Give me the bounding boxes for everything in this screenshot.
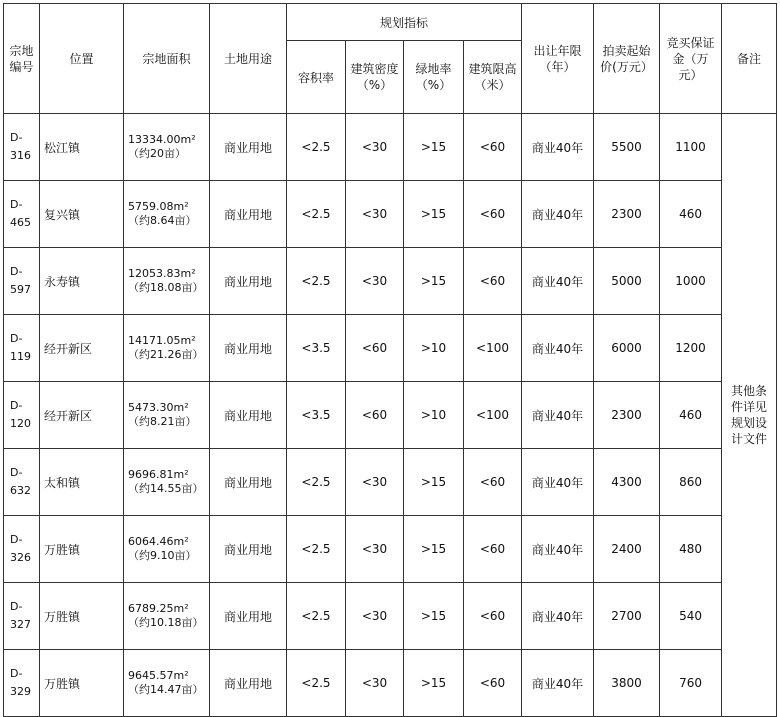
cell-height-limit: <100 <box>464 315 522 382</box>
header-parcel-id: 宗地编号 <box>4 4 40 114</box>
cell-green-ratio: >10 <box>404 315 464 382</box>
cell-location: 复兴镇 <box>40 181 124 248</box>
table-row <box>4 516 777 583</box>
cell-land-use: 商业用地 <box>210 181 287 248</box>
cell-height-limit: <60 <box>464 114 522 181</box>
cell-land-use: 商业用地 <box>210 583 287 650</box>
cell-density: <30 <box>346 650 404 717</box>
cell-land-use: 商业用地 <box>210 516 287 583</box>
cell-density: <60 <box>346 315 404 382</box>
cell-term: 商业40年 <box>522 449 594 516</box>
cell-parcel-id: D-316 <box>4 114 40 181</box>
cell-location: 万胜镇 <box>40 583 124 650</box>
cell-term: 商业40年 <box>522 583 594 650</box>
header-density: 建筑密度（%） <box>346 41 404 114</box>
table-row <box>4 382 777 449</box>
table-row <box>4 315 777 382</box>
header-deposit: 竞买保证金（万元） <box>660 4 722 114</box>
cell-parcel-id: D-597 <box>4 248 40 315</box>
cell-far: <3.5 <box>287 315 346 382</box>
cell-parcel-id: D-327 <box>4 583 40 650</box>
cell-location: 万胜镇 <box>40 650 124 717</box>
cell-term: 商业40年 <box>522 181 594 248</box>
cell-far: <2.5 <box>287 516 346 583</box>
cell-parcel-id: D-119 <box>4 315 40 382</box>
cell-area: 5759.08m²（约8.64亩） <box>124 181 210 248</box>
cell-land-use: 商业用地 <box>210 248 287 315</box>
cell-green-ratio: >15 <box>404 114 464 181</box>
cell-green-ratio: >15 <box>404 516 464 583</box>
header-planning: 规划指标 <box>287 4 522 41</box>
cell-parcel-id: D-326 <box>4 516 40 583</box>
cell-green-ratio: >15 <box>404 650 464 717</box>
cell-height-limit: <60 <box>464 583 522 650</box>
cell-start-price: 3800 <box>594 650 660 717</box>
cell-green-ratio: >15 <box>404 181 464 248</box>
cell-deposit: 1200 <box>660 315 722 382</box>
cell-location: 太和镇 <box>40 449 124 516</box>
cell-area: 6789.25m²（约10.18亩） <box>124 583 210 650</box>
cell-area: 5473.30m²（约8.21亩） <box>124 382 210 449</box>
header-green: 绿地率（%） <box>404 41 464 114</box>
cell-area: 12053.83m²（约18.08亩） <box>124 248 210 315</box>
header-far: 容积率 <box>287 41 346 114</box>
cell-parcel-id: D-465 <box>4 181 40 248</box>
cell-location: 经开新区 <box>40 382 124 449</box>
cell-parcel-id: D-632 <box>4 449 40 516</box>
cell-density: <30 <box>346 248 404 315</box>
cell-height-limit: <60 <box>464 650 522 717</box>
cell-location: 万胜镇 <box>40 516 124 583</box>
cell-height-limit: <60 <box>464 181 522 248</box>
cell-far: <2.5 <box>287 181 346 248</box>
cell-density: <30 <box>346 181 404 248</box>
table-row <box>4 181 777 248</box>
cell-land-use: 商业用地 <box>210 449 287 516</box>
cell-density: <30 <box>346 114 404 181</box>
cell-term: 商业40年 <box>522 650 594 717</box>
cell-term: 商业40年 <box>522 315 594 382</box>
cell-deposit: 460 <box>660 382 722 449</box>
cell-parcel-id: D-120 <box>4 382 40 449</box>
land-auction-table <box>3 3 777 717</box>
cell-density: <60 <box>346 382 404 449</box>
cell-far: <2.5 <box>287 248 346 315</box>
header-use: 土地用途 <box>210 4 287 114</box>
table-row <box>4 583 777 650</box>
cell-density: <30 <box>346 583 404 650</box>
cell-deposit: 860 <box>660 449 722 516</box>
cell-term: 商业40年 <box>522 114 594 181</box>
cell-deposit: 480 <box>660 516 722 583</box>
header-term: 出让年限（年） <box>522 4 594 114</box>
table-row <box>4 248 777 315</box>
cell-remarks: 其他条件详见规划设计文件 <box>722 114 777 717</box>
cell-land-use: 商业用地 <box>210 114 287 181</box>
cell-height-limit: <60 <box>464 516 522 583</box>
header-area: 宗地面积 <box>124 4 210 114</box>
cell-green-ratio: >15 <box>404 248 464 315</box>
cell-area: 13334.00m²（约20亩） <box>124 114 210 181</box>
cell-deposit: 1000 <box>660 248 722 315</box>
header-start-price: 拍卖起始价(万元） <box>594 4 660 114</box>
cell-term: 商业40年 <box>522 516 594 583</box>
cell-location: 永寿镇 <box>40 248 124 315</box>
cell-green-ratio: >15 <box>404 449 464 516</box>
cell-area: 14171.05m²（约21.26亩） <box>124 315 210 382</box>
cell-area: 9645.57m²（约14.47亩） <box>124 650 210 717</box>
cell-start-price: 5000 <box>594 248 660 315</box>
cell-area: 6064.46m²（约9.10亩） <box>124 516 210 583</box>
cell-start-price: 4300 <box>594 449 660 516</box>
cell-green-ratio: >15 <box>404 583 464 650</box>
cell-start-price: 5500 <box>594 114 660 181</box>
cell-start-price: 6000 <box>594 315 660 382</box>
cell-start-price: 2300 <box>594 181 660 248</box>
cell-deposit: 460 <box>660 181 722 248</box>
cell-deposit: 1100 <box>660 114 722 181</box>
cell-land-use: 商业用地 <box>210 315 287 382</box>
header-height: 建筑限高（米） <box>464 41 522 114</box>
cell-land-use: 商业用地 <box>210 382 287 449</box>
cell-area: 9696.81m²（约14.55亩） <box>124 449 210 516</box>
cell-deposit: 540 <box>660 583 722 650</box>
table-row <box>4 449 777 516</box>
cell-far: <2.5 <box>287 449 346 516</box>
cell-density: <30 <box>346 449 404 516</box>
cell-parcel-id: D-329 <box>4 650 40 717</box>
cell-height-limit: <60 <box>464 248 522 315</box>
cell-deposit: 760 <box>660 650 722 717</box>
cell-height-limit: <60 <box>464 449 522 516</box>
header-remarks: 备注 <box>722 4 777 114</box>
cell-green-ratio: >10 <box>404 382 464 449</box>
cell-height-limit: <100 <box>464 382 522 449</box>
cell-term: 商业40年 <box>522 382 594 449</box>
cell-land-use: 商业用地 <box>210 650 287 717</box>
cell-far: <2.5 <box>287 583 346 650</box>
cell-start-price: 2300 <box>594 382 660 449</box>
table-row <box>4 114 777 181</box>
header-location: 位置 <box>40 4 124 114</box>
cell-density: <30 <box>346 516 404 583</box>
cell-start-price: 2400 <box>594 516 660 583</box>
cell-location: 经开新区 <box>40 315 124 382</box>
cell-term: 商业40年 <box>522 248 594 315</box>
table-row <box>4 650 777 717</box>
cell-location: 松江镇 <box>40 114 124 181</box>
header-row-1 <box>4 4 777 41</box>
cell-far: <2.5 <box>287 650 346 717</box>
cell-start-price: 2700 <box>594 583 660 650</box>
cell-far: <3.5 <box>287 382 346 449</box>
cell-far: <2.5 <box>287 114 346 181</box>
